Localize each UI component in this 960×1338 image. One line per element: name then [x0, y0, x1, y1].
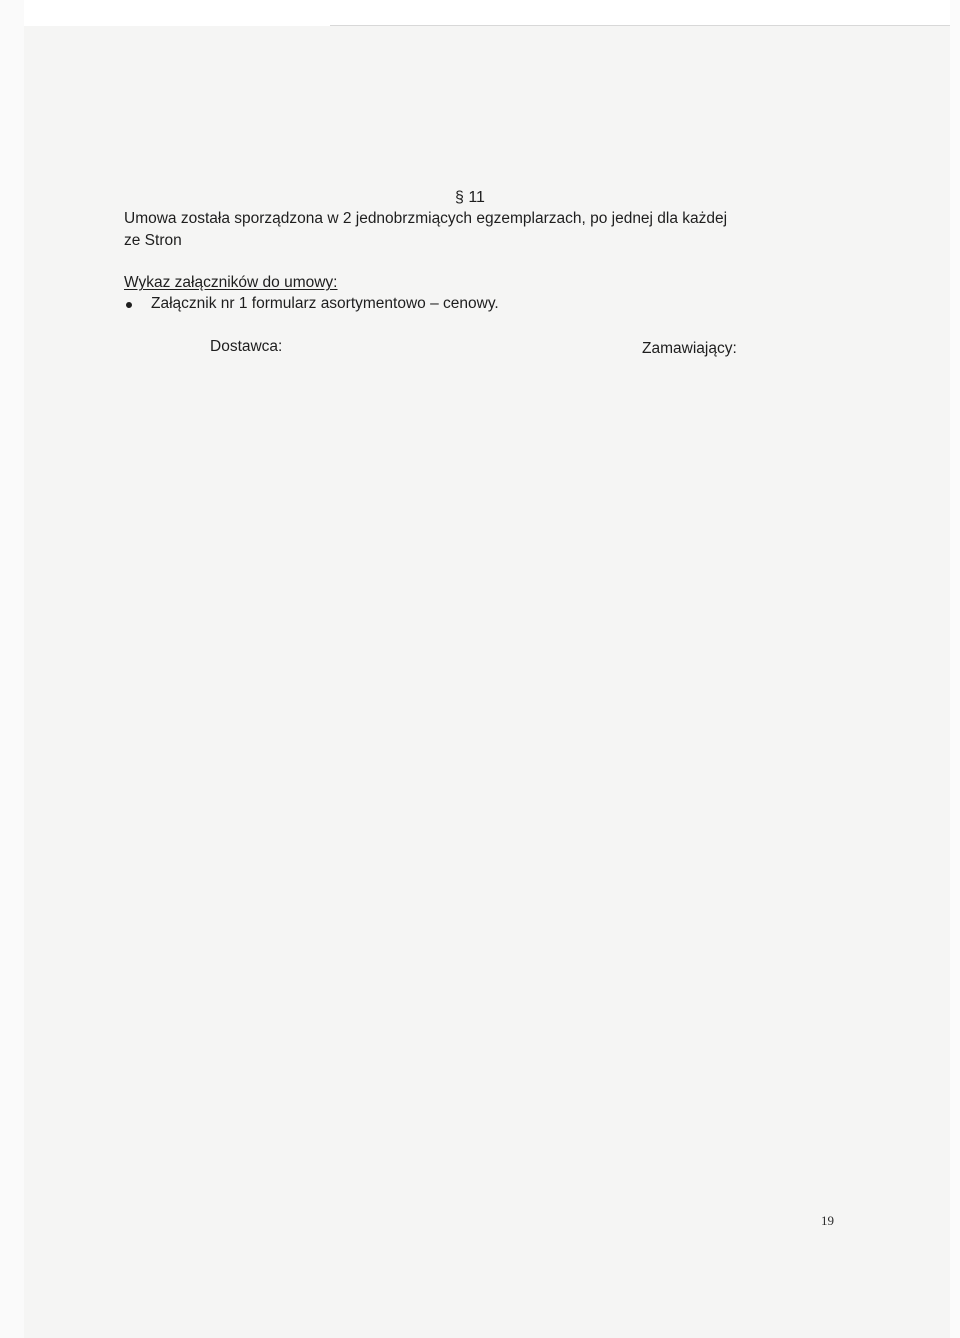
signature-supplier-label: Dostawca:	[210, 338, 283, 355]
paragraph-line-1: Umowa została sporządzona w 2 jednobrzmiących egzemplarzach, po jednej dla każdej	[124, 210, 728, 227]
scan-margin-left	[0, 0, 24, 1338]
signature-buyer-label: Zamawiający:	[642, 340, 737, 357]
scan-edge-line	[330, 25, 960, 26]
attachment-text: Załącznik nr 1 formularz asortymentowo – cenowy.	[151, 295, 499, 312]
scan-margin-right	[950, 0, 960, 1338]
paragraph-line-2: ze Stron	[124, 232, 182, 249]
page-number: 19	[821, 1213, 834, 1228]
section-heading: § 11	[455, 189, 485, 206]
attachment-list-item	[124, 296, 624, 316]
bullet-icon	[126, 302, 132, 308]
attachments-heading: Wykaz załączników do umowy:	[124, 274, 338, 291]
scan-margin-top	[0, 0, 960, 26]
